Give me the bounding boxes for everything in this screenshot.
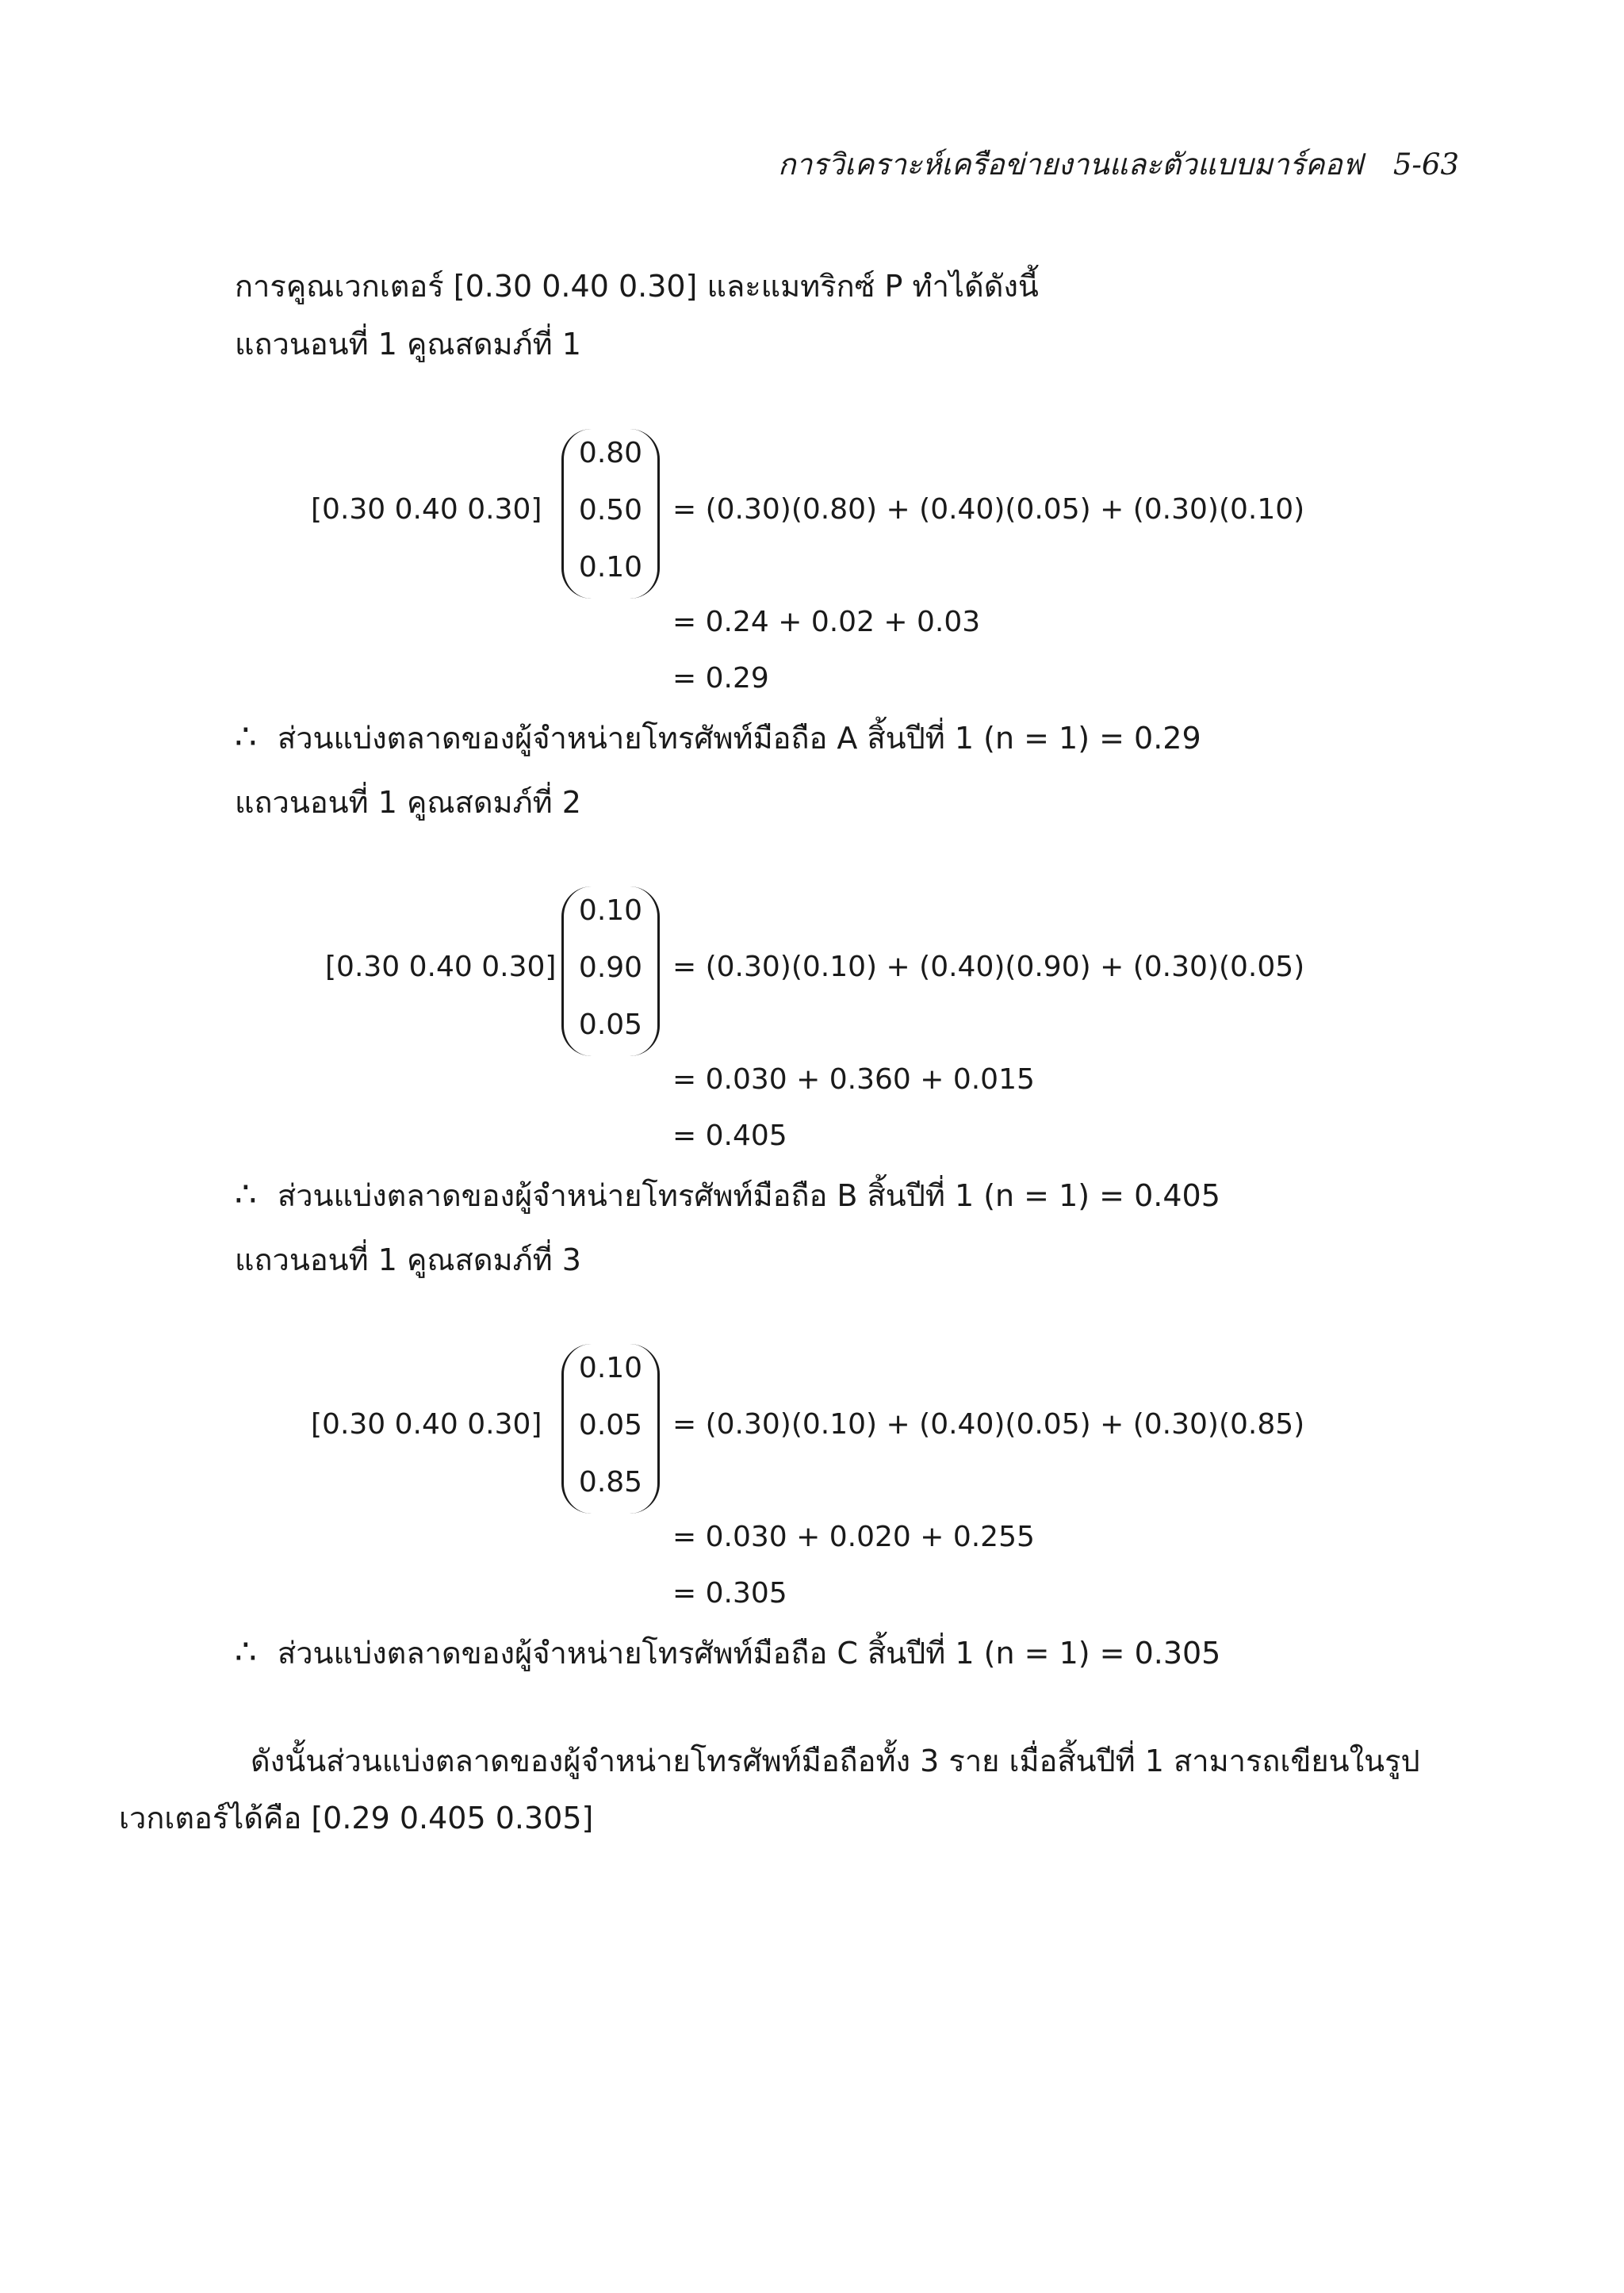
block3-label: แถวนอนที่ 1 คูณสดมภ์ที่ 3 bbox=[235, 1242, 581, 1277]
block2-col-entry: 0.90 bbox=[578, 951, 643, 984]
summary-line1: ดังนั้นส่วนแบ่งตลาดของผู้จำหน่ายโทรศัพท์มือถือทั้ง 3 ราย เมื่อสิ้นปีที่ 1 สามารถเขียนในรูป bbox=[251, 1744, 1420, 1778]
block1-col-entry: 0.80 bbox=[578, 437, 643, 469]
therefore-symbol: ∴ bbox=[235, 1174, 257, 1215]
block3-expr3: = 0.305 bbox=[672, 1577, 787, 1610]
intro-line: การคูณเวกเตอร์ [0.30 0.40 0.30] และแมทริกซ์ P ทำได้ดังนี้ bbox=[235, 269, 1039, 304]
block1-row-vector: [0.30 0.40 0.30] bbox=[311, 493, 542, 526]
block2-row-vector: [0.30 0.40 0.30] bbox=[325, 951, 557, 983]
block1-expr1: = (0.30)(0.80) + (0.40)(0.05) + (0.30)(0.10) bbox=[672, 493, 1305, 526]
block1-column-vector bbox=[561, 429, 660, 599]
therefore-symbol: ∴ bbox=[235, 717, 257, 757]
block2-conclusion bbox=[235, 1171, 1220, 1219]
block2-col-entry: 0.10 bbox=[578, 894, 643, 927]
block1-conclusion-text: ส่วนแบ่งตลาดของผู้จำหน่ายโทรศัพท์มือถือ A สิ้นปีที่ 1 (n = 1) = 0.29 bbox=[278, 721, 1201, 756]
block3-expr1: = (0.30)(0.10) + (0.40)(0.05) + (0.30)(0.85) bbox=[672, 1408, 1305, 1441]
block2-expr2: = 0.030 + 0.360 + 0.015 bbox=[672, 1063, 1035, 1096]
header-title: การวิเคราะห์เครือข่ายงานและตัวแบบมาร์คอฟ bbox=[778, 147, 1363, 182]
block3-row-vector: [0.30 0.40 0.30] bbox=[311, 1408, 542, 1441]
running-header bbox=[778, 141, 1459, 188]
block3-expr2: = 0.030 + 0.020 + 0.255 bbox=[672, 1521, 1035, 1553]
block3-col-entry: 0.10 bbox=[578, 1352, 643, 1384]
block3-conclusion-text: ส่วนแบ่งตลาดของผู้จำหน่ายโทรศัพท์มือถือ C สิ้นปีที่ 1 (n = 1) = 0.305 bbox=[278, 1636, 1221, 1671]
block3-conclusion bbox=[235, 1629, 1220, 1677]
block3-column-vector bbox=[561, 1344, 660, 1514]
summary-line2: เวกเตอร์ได้คือ [0.29 0.405 0.305] bbox=[119, 1801, 594, 1836]
block3-col-entry: 0.05 bbox=[578, 1409, 643, 1441]
block3-col-entry: 0.85 bbox=[578, 1466, 643, 1499]
block2-label: แถวนอนที่ 1 คูณสดมภ์ที่ 2 bbox=[235, 785, 581, 820]
therefore-symbol: ∴ bbox=[235, 1632, 257, 1672]
page-number: 5-63 bbox=[1392, 147, 1459, 182]
block1-col-entry: 0.10 bbox=[578, 551, 643, 584]
block1-label: แถวนอนที่ 1 คูณสดมภ์ที่ 1 bbox=[235, 327, 581, 362]
block2-column-vector bbox=[561, 886, 660, 1056]
block2-expr1: = (0.30)(0.10) + (0.40)(0.90) + (0.30)(0.05) bbox=[672, 951, 1305, 983]
block1-conclusion bbox=[235, 714, 1201, 762]
block1-expr2: = 0.24 + 0.02 + 0.03 bbox=[672, 606, 981, 638]
block2-expr3: = 0.405 bbox=[672, 1120, 787, 1152]
block1-col-entry: 0.50 bbox=[578, 494, 643, 526]
block2-conclusion-text: ส่วนแบ่งตลาดของผู้จำหน่ายโทรศัพท์มือถือ B สิ้นปีที่ 1 (n = 1) = 0.405 bbox=[278, 1178, 1220, 1213]
block1-expr3: = 0.29 bbox=[672, 662, 769, 695]
block2-col-entry: 0.05 bbox=[578, 1009, 643, 1041]
